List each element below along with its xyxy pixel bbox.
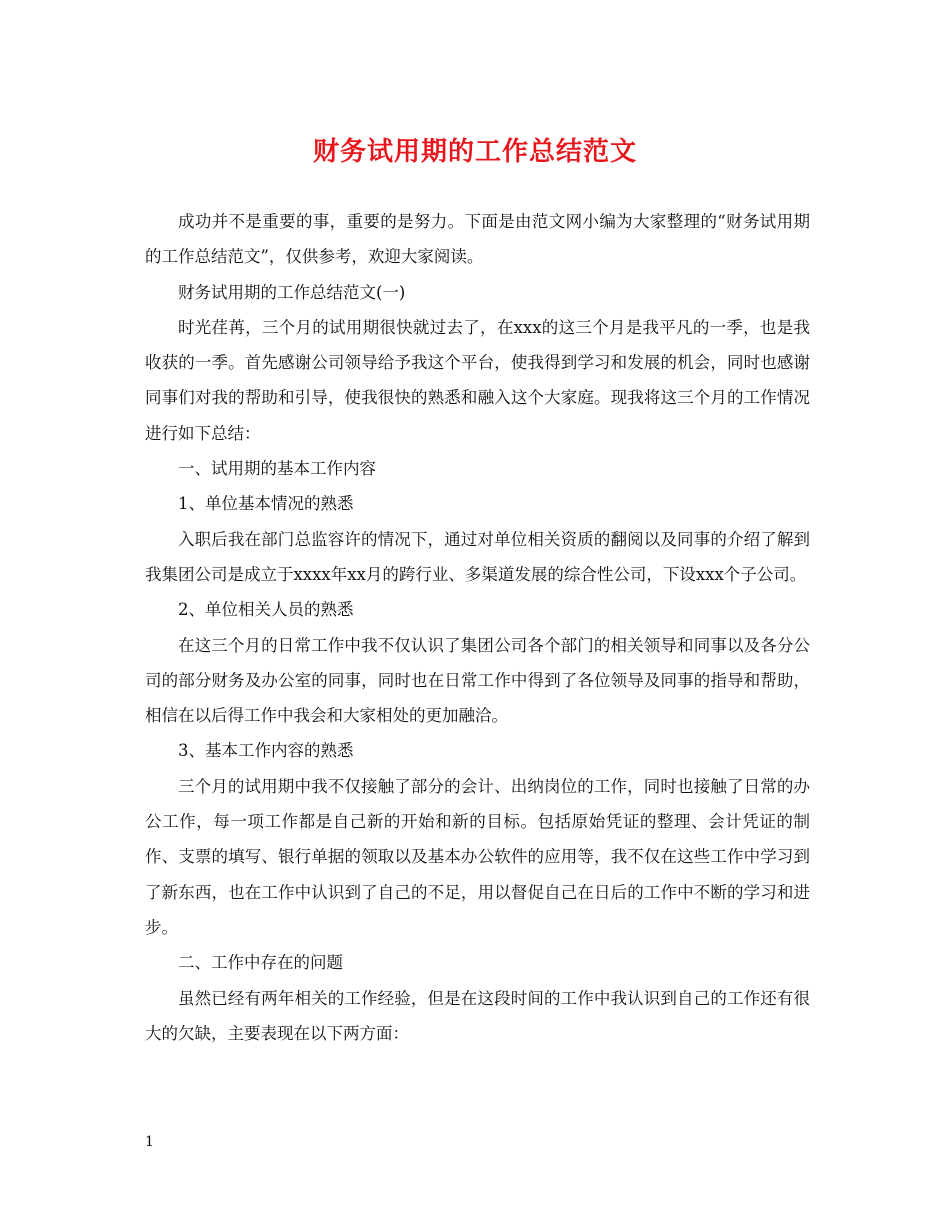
- document-title: 财务试用期的工作总结范文: [312, 137, 637, 167]
- paragraph-intro: 成功并不是重要的事，重要的是努力。下面是由范文网小编为大家整理的“财务试用期的工作总结范文”，仅供参考，欢迎大家阅读。: [145, 212, 810, 267]
- section-heading-1: 一、试用期的基本工作内容: [178, 459, 376, 479]
- document-body: [145, 204, 810, 1051]
- paragraph-work-content: 三个月的试用期中我不仅接触了部分的会计、出纳岗位的工作，同时也接触了日常的办公工作，每一项工作都是自己新的开始和新的目标。包括原始凭证的整理、会计凭证的制作、支票的填写、银行单据的领取以及基本办公软件的应用等，我不仅在这些工作中学习到了新东西，也在工作中认识到了自己的不足，用以督促自己在日后的工作中不断的学习和进步。: [145, 776, 810, 937]
- paragraph-colleagues: 在这三个月的日常工作中我不仅认识了集团公司各个部门的相关领导和同事以及各分公司的部分财务及办公室的同事，同时也在日常工作中得到了各位领导及同事的指导和帮助，相信在以后得工作中我会和大家相处的更加融洽。: [145, 635, 810, 726]
- paragraph-opening: 时光荏苒，三个月的试用期很快就过去了，在xxx的这三个月是我平凡的一季，也是我收获的一季。首先感谢公司领导给予我这个平台，使我得到学习和发展的机会，同时也感谢同事们对我的帮助和引导，使我很快的熟悉和融入这个大家庭。现我将这三个月的工作情况进行如下总结：: [145, 317, 810, 443]
- subheading-1-2: 2、单位相关人员的熟悉: [178, 600, 354, 620]
- subheading-1-3: 3、基本工作内容的熟悉: [178, 741, 354, 761]
- page-number: 1: [145, 1134, 154, 1150]
- paragraph-problems: 虽然已经有两年相关的工作经验，但是在这段时间的工作中我认识到自己的工作还有很大的欠缺，主要表现在以下两方面：: [145, 988, 810, 1043]
- subheading-1-1: 1、单位基本情况的熟悉: [178, 494, 354, 514]
- paragraph-subtitle: 财务试用期的工作总结范文(一): [178, 282, 406, 302]
- paragraph-company-overview: 入职后我在部门总监容许的情况下，通过对单位相关资质的翻阅以及同事的介绍了解到我集团公司是成立于xxxx年xx月的跨行业、多渠道发展的综合性公司，下设xxx个子公司。: [145, 529, 810, 584]
- section-heading-2: 二、工作中存在的问题: [178, 953, 343, 973]
